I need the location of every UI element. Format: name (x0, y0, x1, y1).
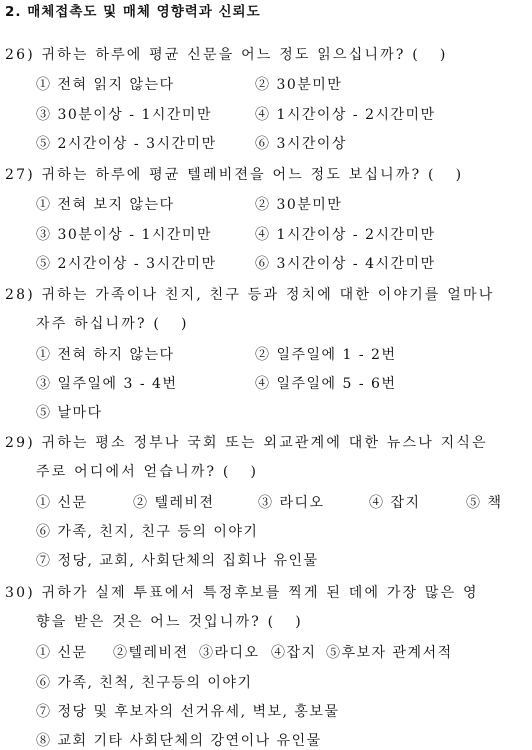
section-title: 2. 매체접촉도 및 매체 영향력과 신뢰도 (5, 4, 261, 20)
q30-option-5: ⑤후보자 관계서적 (326, 645, 453, 661)
q26-option-2: ② 30분미만 (255, 77, 343, 93)
question-26-text: 26) 귀하는 하루에 평균 신문을 어느 정도 읽으십니까? ( ) (5, 47, 448, 63)
q26-option-6: ⑥ 3시간이상 (255, 136, 347, 152)
q29-option-4: ④ 잡지 (369, 495, 421, 511)
q29-option-1: ① 신문 (36, 495, 88, 511)
q30-option-4: ④잡지 (271, 645, 317, 661)
q29-option-7: ⑦ 정당, 교회, 사회단체의 집회나 유인물 (36, 553, 319, 569)
q26-option-1: ① 전혀 읽지 않는다 (36, 77, 175, 93)
q28-option-1: ① 전혀 하지 않는다 (36, 347, 175, 363)
q30-option-3: ③라디오 (199, 645, 260, 661)
q27-option-4: ④ 1시간이상 - 2시간미만 (255, 227, 436, 243)
question-28-text-line2: 자주 하십니까? ( ) (36, 316, 189, 332)
q28-option-4: ④ 일주일에 5 - 6번 (255, 376, 397, 392)
q29-option-2: ② 텔레비젼 (133, 495, 215, 511)
q30-option-2: ②텔레비젼 (113, 645, 189, 661)
q30-option-1: ① 신문 (36, 645, 88, 661)
q27-option-5: ⑤ 2시간이상 - 3시간미만 (36, 256, 217, 272)
q28-option-2: ② 일주일에 1 - 2번 (255, 347, 397, 363)
q29-option-5: ⑤ 책 (466, 495, 503, 511)
q30-option-7: ⑦ 정당 및 후보자의 선거유세, 벽보, 홍보물 (36, 704, 340, 720)
q29-option-6: ⑥ 가족, 친지, 친구 등의 이야기 (36, 524, 259, 540)
q26-option-5: ⑤ 2시간이상 - 3시간미만 (36, 136, 217, 152)
q27-option-1: ① 전혀 보지 않는다 (36, 197, 175, 213)
q28-option-5: ⑤ 날마다 (36, 405, 103, 421)
q27-option-6: ⑥ 3시간이상 - 4시간미만 (255, 256, 436, 272)
question-30-text-line1: 30) 귀하가 실제 투표에서 특정후보를 찍게 된 데에 가장 많은 영 (5, 585, 479, 601)
q28-option-3: ③ 일주일에 3 - 4번 (36, 376, 178, 392)
q27-option-2: ② 30분미만 (255, 197, 343, 213)
q26-option-3: ③ 30분이상 - 1시간미만 (36, 107, 212, 123)
q30-option-6: ⑥ 가족, 친척, 친구등의 이야기 (36, 675, 253, 691)
question-29-text-line2: 주로 어디에서 얻습니까? ( ) (36, 464, 259, 480)
q30-option-8: ⑧ 교회 기타 사회단체의 강연이나 유인물 (36, 733, 322, 749)
question-27-text: 27) 귀하는 하루에 평균 텔레비젼을 어느 정도 보십니까? ( ) (5, 167, 464, 183)
question-30-text-line2: 향을 받은 것은 어느 것입니까? ( ) (36, 614, 303, 630)
q29-option-3: ③ 라디오 (258, 495, 325, 511)
q27-option-3: ③ 30분이상 - 1시간미만 (36, 227, 212, 243)
stray-pen-mark: ˘ (204, 628, 209, 638)
q26-option-4: ④ 1시간이상 - 2시간미만 (255, 107, 436, 123)
question-29-text-line1: 29) 귀하는 평소 정부나 국회 또는 외교관계에 대한 뉴스나 지식은 (5, 435, 488, 451)
question-28-text-line1: 28) 귀하는 가족이나 친지, 친구 등과 정치에 대한 이야기를 얼마나 (5, 287, 495, 303)
